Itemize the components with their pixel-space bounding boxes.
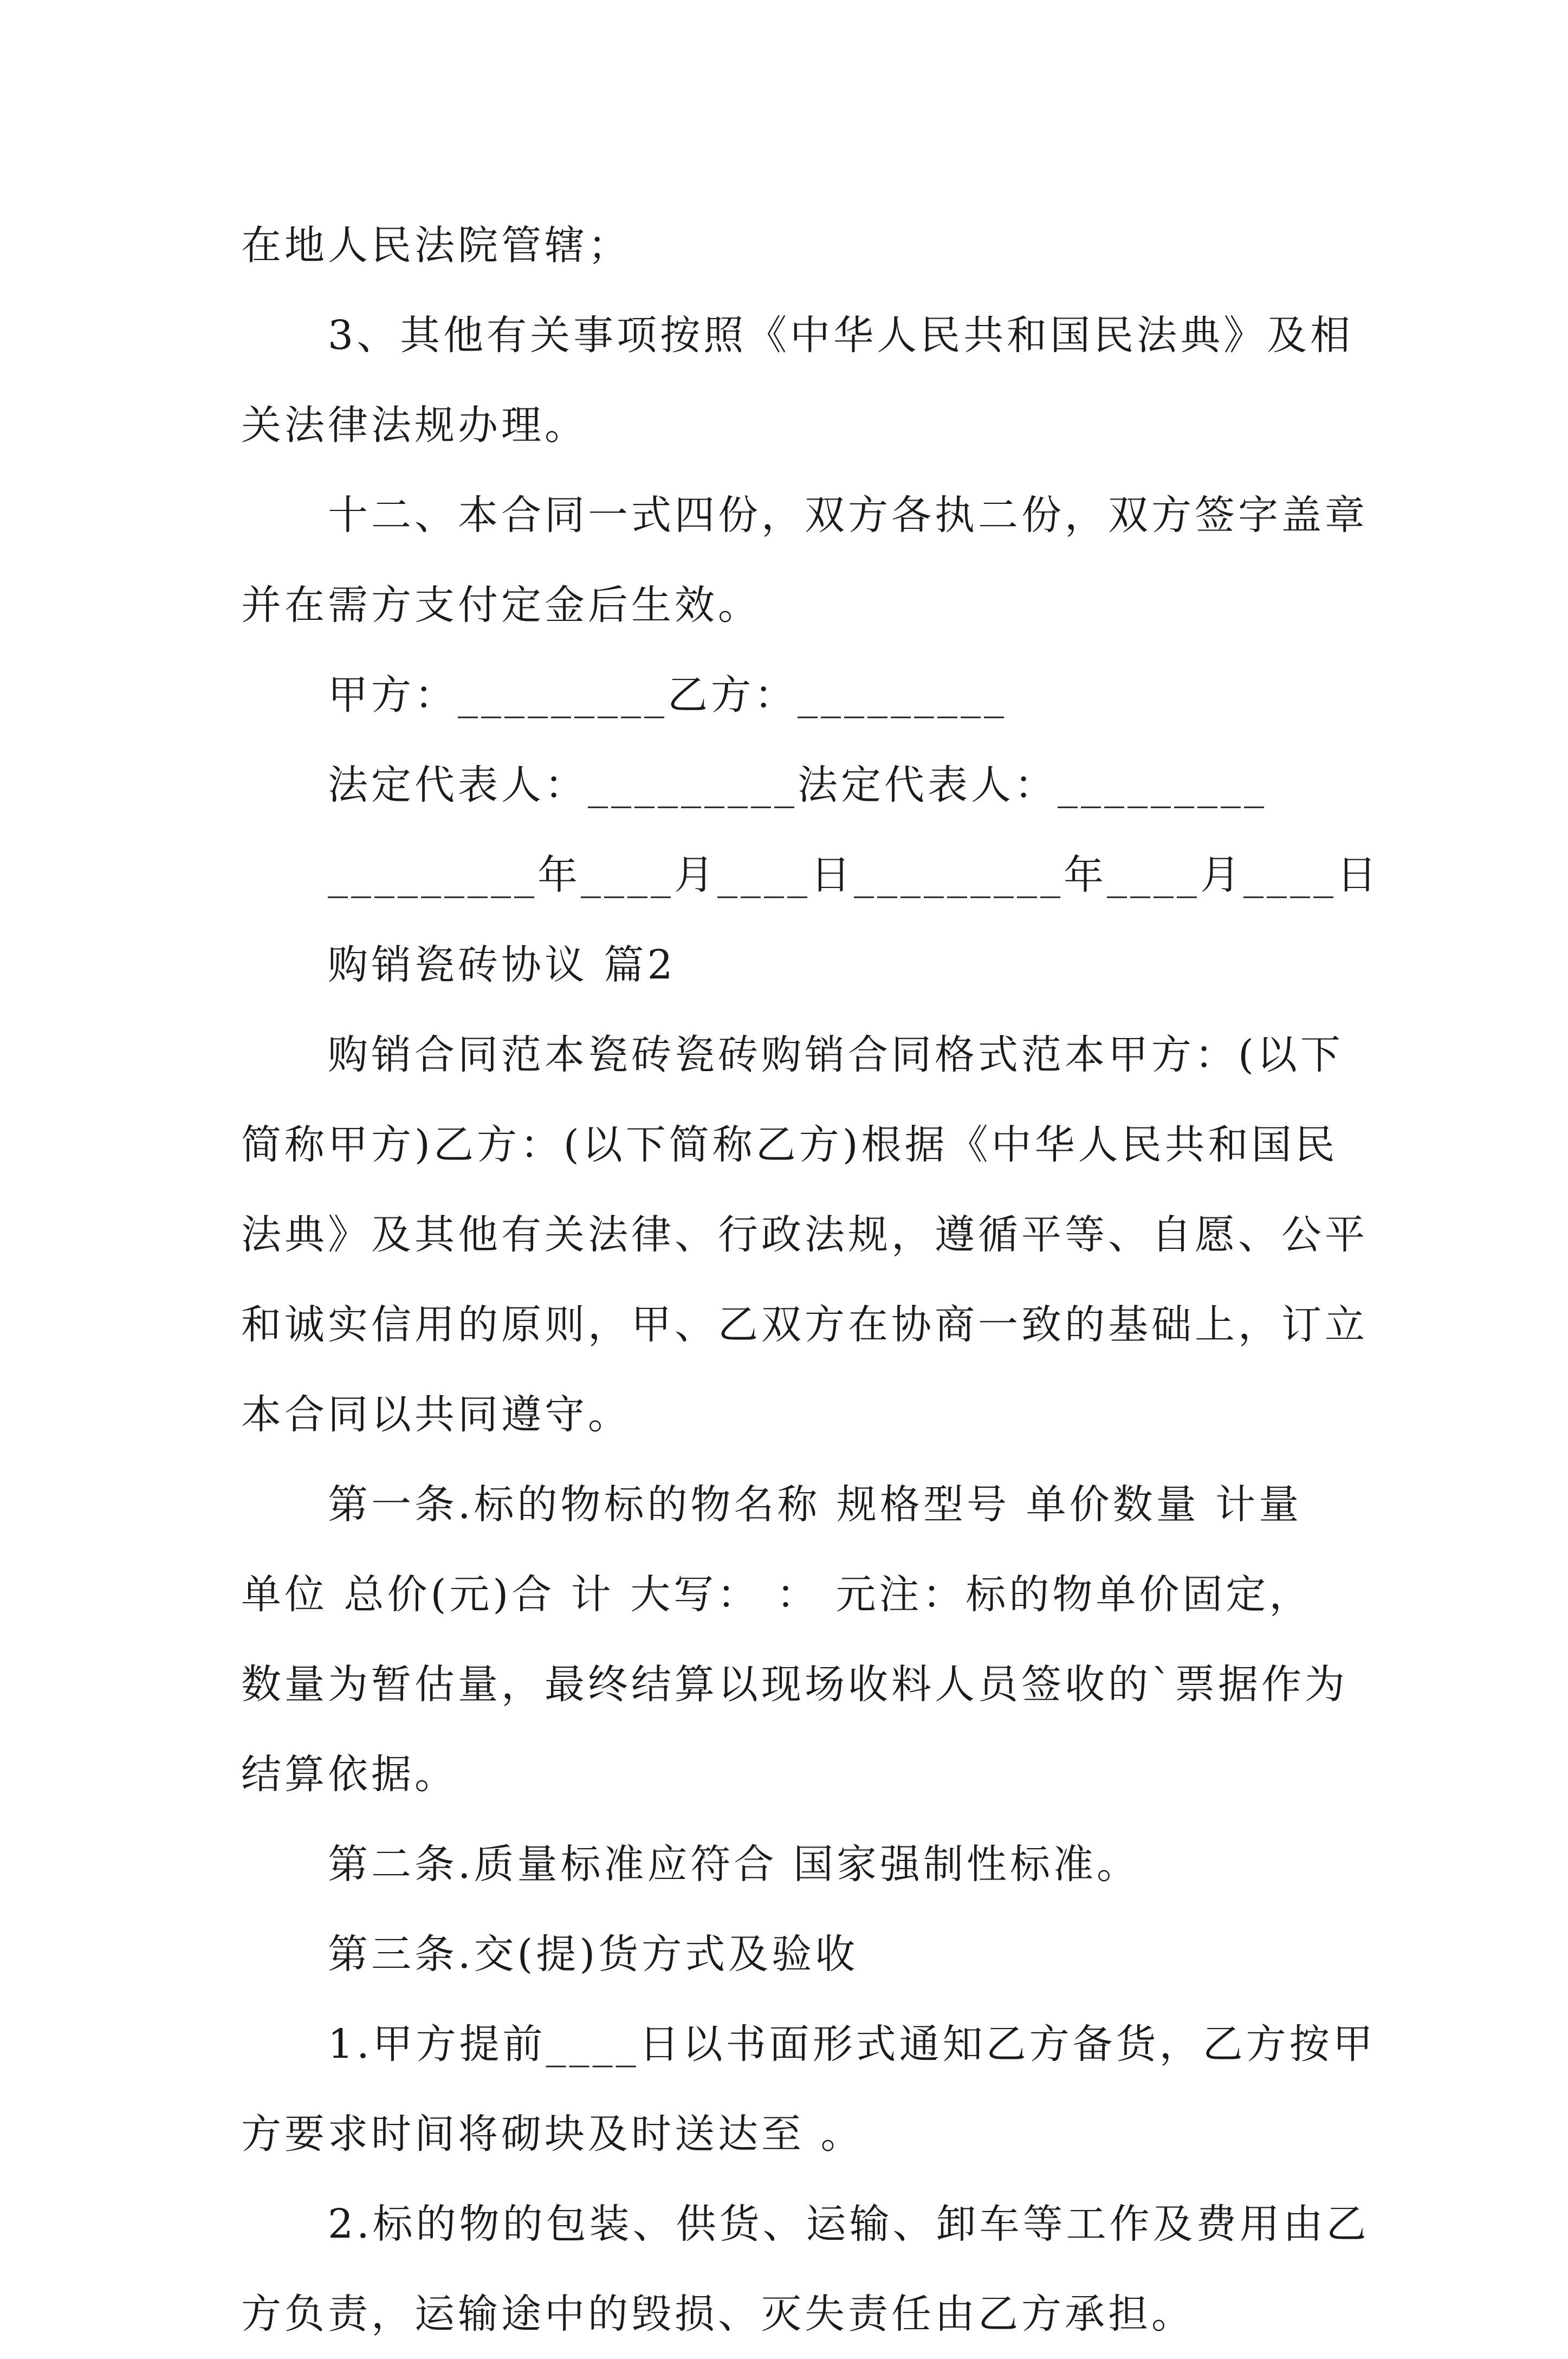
text-line: 第三条.交(提)货方式及验收 bbox=[328, 1931, 859, 1978]
text-line: 1.甲方提前____日以书面形式通知乙方备货，乙方按甲 bbox=[328, 2021, 1376, 2068]
text-line: 十二、本合同一式四份，双方各执二份，双方签字盖章 bbox=[328, 492, 1368, 539]
text-line: 本合同以共同遵守。 bbox=[241, 1391, 631, 1438]
text-line: 法典》及其他有关法律、行政法规，遵循平等、自愿、公平 bbox=[241, 1211, 1368, 1258]
text-line: 单位 总价(元)合 计 大写： ： 元注：标的物单价固定， bbox=[241, 1571, 1313, 1618]
text-line: 方要求时间将砌块及时送达至 。 bbox=[241, 2111, 864, 2157]
text-line: _________年____月____日_________年____月____日 bbox=[328, 852, 1380, 898]
text-line: 在地人民法院管辖； bbox=[241, 222, 631, 269]
text-line: 方负责，运输途中的毁损、灭失责任由乙方承担。 bbox=[241, 2291, 1195, 2337]
text-line: 简称甲方)乙方：(以下简称乙方)根据《中华人民共和国民 bbox=[241, 1122, 1338, 1168]
document-body bbox=[241, 200, 1380, 2359]
text-line: 并在需方支付定金后生效。 bbox=[241, 582, 761, 628]
text-line: 法定代表人：_________法定代表人：_________ bbox=[328, 762, 1267, 808]
text-line: 购销合同范本瓷砖瓷砖购销合同格式范本甲方：(以下 bbox=[328, 1032, 1344, 1078]
text-line: 购销瓷砖协议 篇2 bbox=[328, 942, 676, 988]
text-line: 第二条.质量标准应符合 国家强制性标准。 bbox=[328, 1841, 1141, 1888]
text-line: 第一条.标的物标的物名称 规格型号 单价数量 计量 bbox=[328, 1481, 1303, 1528]
text-line: 关法律法规办理。 bbox=[241, 402, 588, 449]
text-line: 结算依据。 bbox=[241, 1751, 458, 1798]
text-line: 3、其他有关事项按照《中华人民共和国民法典》及相 bbox=[328, 312, 1354, 359]
text-line: 2.标的物的包装、供货、运输、卸车等工作及费用由乙 bbox=[328, 2201, 1370, 2247]
text-line: 和诚实信用的原则，甲、乙双方在协商一致的基础上，订立 bbox=[241, 1301, 1368, 1348]
text-line: 甲方：_________乙方：_________ bbox=[328, 672, 1007, 718]
text-line: 数量为暂估量，最终结算以现场收料人员签收的`票据作为 bbox=[241, 1661, 1348, 1708]
